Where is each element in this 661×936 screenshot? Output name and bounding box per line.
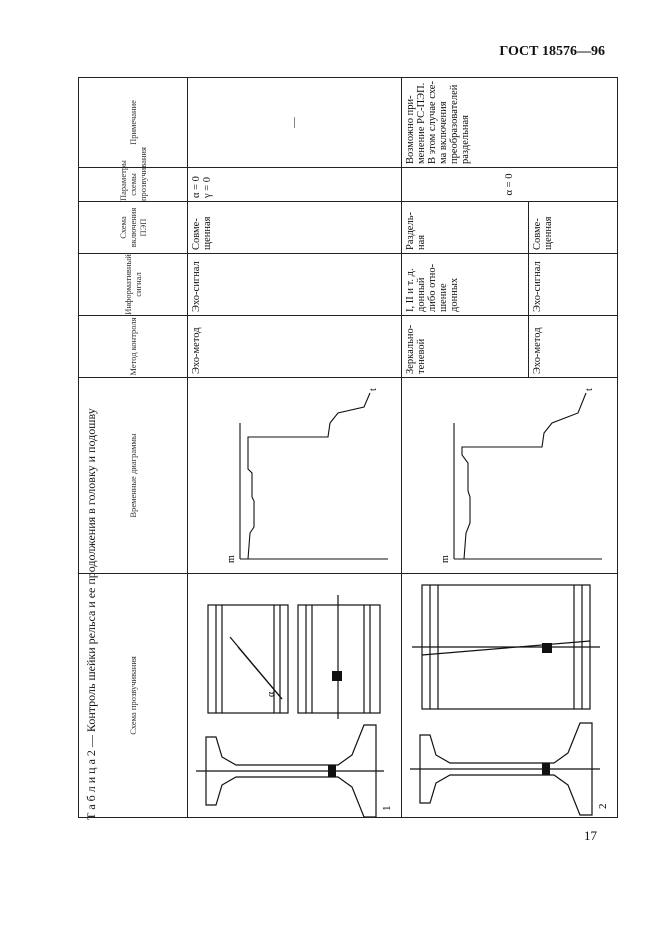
table-row — [402, 78, 618, 818]
row1-note: — — [188, 78, 402, 168]
page-number: 17 — [584, 828, 597, 843]
row1-axis-m: m — [226, 555, 237, 563]
row1-params: α = 0 γ = 0 — [188, 168, 402, 202]
row2-pep-a: Раздель-ная — [402, 202, 529, 253]
table-row — [188, 78, 402, 818]
header-row — [79, 78, 188, 818]
col-signal: Информативный сигнал — [79, 254, 188, 316]
row2-method-b: Эхо-метод — [532, 327, 543, 374]
row2-method-cell — [402, 316, 618, 378]
row1-signal: Эхо-сигнал — [188, 254, 402, 316]
row2-signal-cell — [402, 254, 618, 316]
row2-note: Возможно при-менение РС-ПЭП. В этом случае схе-ма включения преобразователей раздельная — [402, 78, 618, 168]
row2-axis-t: t — [584, 388, 595, 391]
row2-pep-b: Совме-щенная — [532, 216, 554, 250]
col-pep: Схема включения ПЭП — [79, 202, 188, 254]
row2-signal-a: I, II и т. д. донный либо отно-шение донных — [402, 254, 529, 315]
row2-signal-b: Эхо-сигнал — [532, 261, 543, 312]
standard-header: ГОСТ 18576—96 — [499, 44, 605, 59]
row1-angle-label: α — [266, 691, 277, 697]
col-scheme: Схема прозвучивания — [79, 574, 188, 818]
row2-number: 2 — [597, 803, 609, 809]
col-method: Метод контроля — [79, 316, 188, 378]
row2-time-diagram — [402, 377, 614, 573]
row2-diagram-cell — [402, 378, 618, 574]
row1-scheme-figure — [188, 573, 398, 817]
table-caption: Т а б л и ц а 2 — Контроль шейки рельса и ее продолжения в головку и подошву — [84, 408, 98, 820]
row1-scheme-cell — [188, 574, 402, 818]
row2-axis-m: m — [440, 555, 451, 563]
row1-axis-t: t — [368, 388, 379, 391]
row2-pep-cell — [402, 202, 618, 254]
rotated-table — [78, 78, 608, 818]
row2-scheme-figure — [402, 573, 614, 817]
row2-params: α = 0 — [402, 168, 618, 202]
row1-time-diagram — [188, 377, 398, 573]
row1-method: Эхо-метод — [188, 316, 402, 378]
control-table — [78, 77, 618, 818]
col-diagrams: Временные диаграммы — [79, 378, 188, 574]
col-params: Параметры схемы прозвучивания — [79, 168, 188, 202]
row2-scheme-cell — [402, 574, 618, 818]
row1-diagram-cell — [188, 378, 402, 574]
row2-method-a: Зеркально-теневой — [402, 316, 529, 377]
row1-pep: Совме-щенная — [188, 202, 402, 254]
row1-number: 1 — [381, 805, 393, 811]
col-note: Примечание — [79, 78, 188, 168]
